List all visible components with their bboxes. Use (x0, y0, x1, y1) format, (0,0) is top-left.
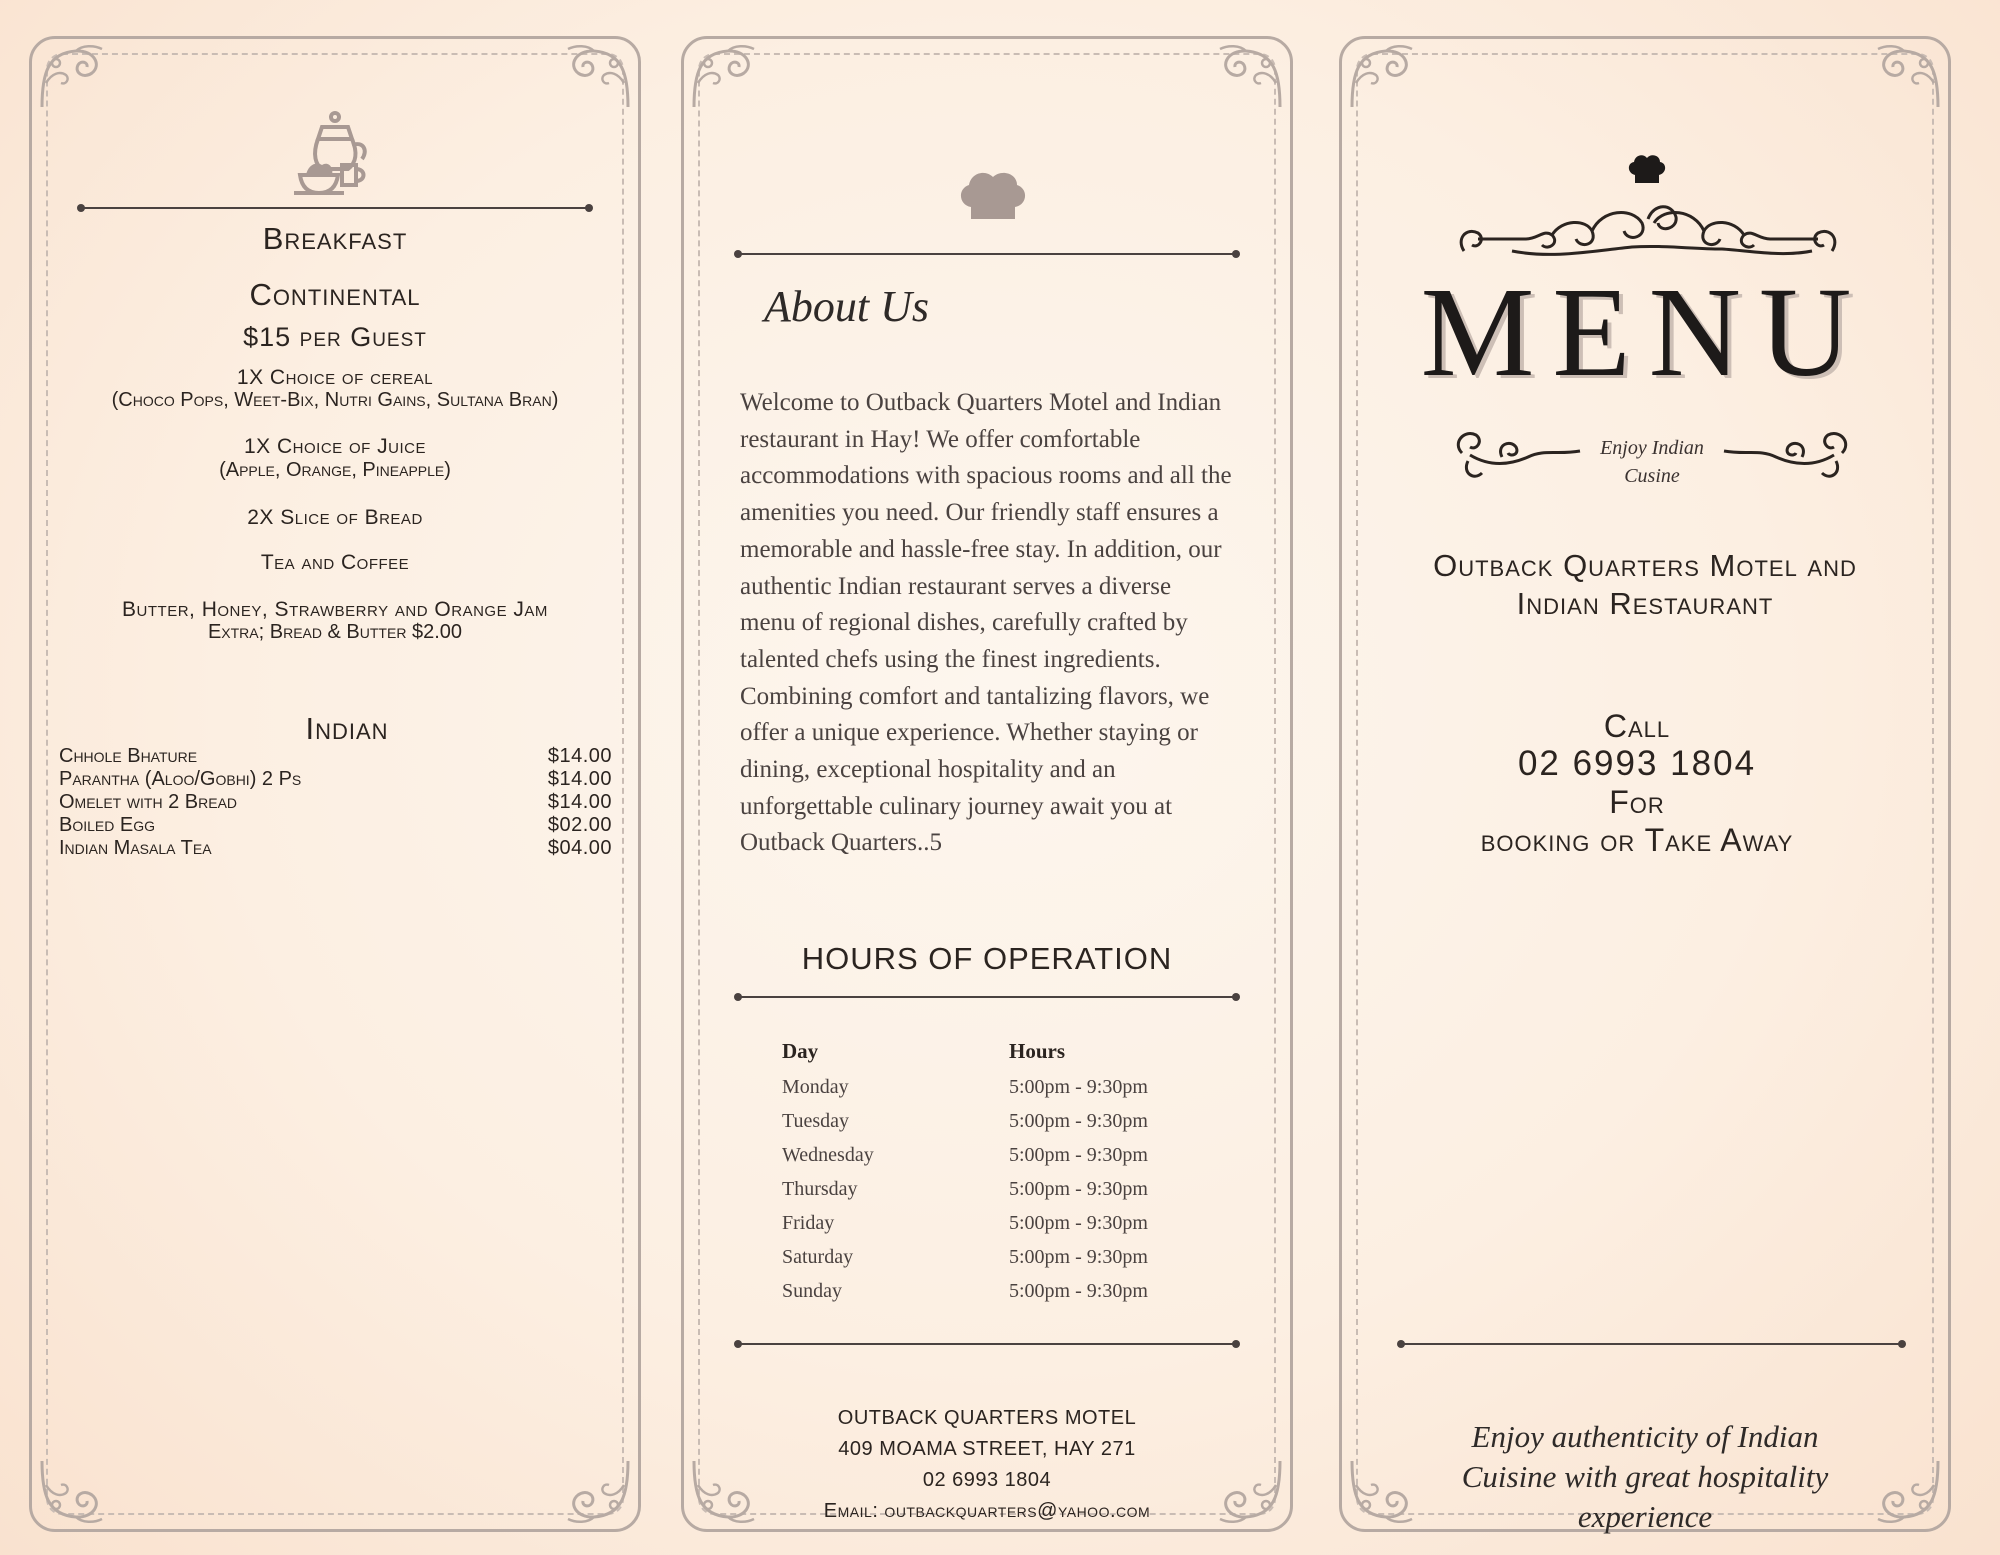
corner-flourish-icon (36, 43, 106, 113)
about-line: accommodations with spacious rooms and all the (740, 462, 1232, 490)
hours-day: Tuesday (782, 1110, 850, 1132)
item-subtext: (Choco Pops, Weet-Bix, Nutri Gains, Sultana Bran) (111, 389, 559, 411)
hours-day: Thursday (782, 1178, 858, 1200)
corner-flourish-icon (1346, 43, 1416, 113)
hours-time: 5:00pm - 9:30pm (1009, 1212, 1148, 1234)
hotel-name-line: Outback Quarters Motel and (1433, 548, 1857, 583)
menu-item-row (59, 814, 612, 837)
contact-email[interactable]: Email: outbackquarters@yahoo.com (823, 1500, 1151, 1522)
hours-day: Saturday (782, 1246, 854, 1268)
corner-flourish-icon (36, 1455, 106, 1525)
item-subtext: Extra; Bread & Butter $2.00 (207, 621, 463, 643)
about-line: offer a unique experience. Whether staying or (740, 719, 1198, 747)
item-subtext: (Apple, Orange, Pineapple) (219, 459, 451, 481)
enjoy-line: Cusine (1624, 465, 1680, 487)
menu-item-row (59, 768, 612, 791)
divider (736, 253, 1238, 255)
call-block (1326, 707, 1948, 859)
hours-time: 5:00pm - 9:30pm (1009, 1144, 1148, 1166)
menu-item-row (59, 745, 612, 768)
hotel-name (1342, 547, 1948, 623)
about-line: unforgettable culinary journey await you at (740, 792, 1173, 820)
about-line: menu of regional dishes, carefully crafted by (740, 609, 1188, 637)
about-line: Welcome to Outback Quarters Motel and Indian (740, 389, 1222, 416)
breakfast-teapot-icon (292, 109, 392, 199)
hours-col-hours: Hours (1009, 1039, 1066, 1063)
continental-price: $15 per Guest (243, 322, 427, 352)
for-label: For (1609, 784, 1665, 820)
item-heading: 2X Slice of Bread (247, 506, 423, 529)
menu-item-row (59, 837, 612, 860)
contact-street: 409 MOAMA STREET, HAY 271 (838, 1438, 1136, 1460)
contact-block (684, 1403, 1290, 1527)
item-heading: 1X Choice of Juice (243, 435, 427, 458)
menu-item-name: Chhole Bhature (59, 745, 198, 767)
hotel-name-line: Indian Restaurant (1516, 586, 1774, 621)
item-heading: Butter, Honey, Strawberry and Orange Jam (122, 598, 548, 621)
corner-flourish-icon (564, 43, 634, 113)
about-line: authentic Indian restaurant serves a diverse (740, 572, 1172, 600)
about-line: memorable and hassle-free stay. In addition, our (740, 535, 1222, 563)
item-heading: Tea and Coffee (260, 551, 410, 574)
divider (736, 1343, 1238, 1345)
call-label: Call (1603, 708, 1671, 744)
call-phone[interactable]: 02 6993 1804 (1517, 744, 1757, 783)
menu-item-price: $14.00 (547, 768, 612, 790)
tagline-line: Cuisine with great hospitality (1461, 1459, 1829, 1494)
menu-item-name: Boiled Egg (59, 814, 156, 836)
hours-time: 5:00pm - 9:30pm (1009, 1246, 1148, 1268)
about-line: Combining comfort and tantalizing flavors, we (740, 682, 1210, 710)
menu-item-name: Parantha (Aloo/Gobhi) 2 Ps (59, 768, 302, 790)
hours-time: 5:00pm - 9:30pm (1009, 1178, 1148, 1200)
about-line: Outback Quarters..5 (740, 829, 943, 857)
item-heading: 1X Choice of cereal (236, 366, 434, 389)
contact-phone: 02 6993 1804 (922, 1469, 1052, 1491)
booking-label: booking or Take Away (1480, 822, 1794, 858)
menu-item-name: Indian Masala Tea (59, 837, 212, 859)
hours-col-day: Day (782, 1039, 819, 1063)
about-paragraph (740, 385, 1280, 862)
about-line: talented chefs using the finest ingredients. (740, 645, 1161, 673)
hours-day: Monday (782, 1076, 849, 1098)
about-line: restaurant in Hay! We offer comfortable (740, 425, 1141, 453)
menu-item-price: $14.00 (547, 791, 612, 813)
hours-time: 5:00pm - 9:30pm (1009, 1110, 1148, 1132)
divider (79, 207, 591, 209)
about-panel (681, 36, 1293, 1532)
hours-time: 5:00pm - 9:30pm (1009, 1076, 1148, 1098)
about-line: dining, exceptional hospitality and an (740, 756, 1116, 784)
corner-flourish-icon (1874, 43, 1944, 113)
hours-heading: HOURS OF OPERATION (801, 941, 1173, 976)
tagline-line: experience (1577, 1499, 1713, 1534)
menu-item-price: $14.00 (547, 745, 612, 767)
indian-heading: Indian (305, 711, 389, 746)
left-scroll-ornament-icon (1450, 425, 1590, 485)
menu-item-row (59, 791, 612, 814)
hours-day: Friday (782, 1212, 835, 1234)
enjoy-indian-caption (1582, 434, 1722, 490)
menu-item-name: Omelet with 2 Bread (59, 791, 238, 813)
hours-time: 5:00pm - 9:30pm (1009, 1280, 1148, 1302)
hours-day: Wednesday (782, 1144, 874, 1166)
enjoy-line: Enjoy Indian (1600, 437, 1704, 459)
divider (1399, 1343, 1904, 1345)
continental-heading: Continental (249, 277, 421, 312)
menu-title: MENU (1420, 261, 1870, 403)
right-scroll-ornament-icon (1714, 425, 1854, 485)
menu-item-price: $02.00 (547, 814, 612, 836)
cover-panel (1339, 36, 1951, 1532)
breakfast-panel (29, 36, 641, 1532)
about-line: amenities you need. Our friendly staff ensures a (740, 499, 1219, 527)
hours-day: Sunday (782, 1280, 842, 1302)
about-heading: About Us (764, 282, 929, 331)
menu-item-price: $04.00 (547, 837, 612, 859)
divider (736, 996, 1238, 998)
tagline (1342, 1417, 1948, 1537)
corner-flourish-icon (688, 43, 758, 113)
chef-hat-icon (1627, 153, 1667, 187)
tagline-line: Enjoy authenticity of Indian (1471, 1419, 1819, 1454)
chef-hat-icon (957, 167, 1031, 225)
breakfast-heading: Breakfast (262, 221, 408, 256)
corner-flourish-icon (1216, 43, 1286, 113)
corner-flourish-icon (564, 1455, 634, 1525)
contact-name: OUTBACK QUARTERS MOTEL (837, 1407, 1137, 1429)
